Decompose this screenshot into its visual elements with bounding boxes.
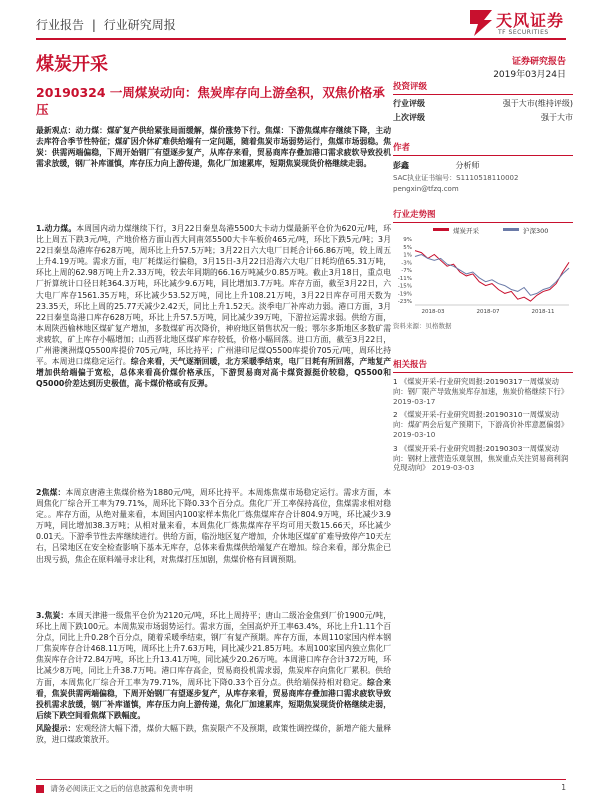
- section3-text: 本周天津港一级焦平仓价为2120元/吨，环比上周持平；唐山二级冶金焦到厂价1900元/吨，环比上周下跌100元。本周焦炭市场弱势运行。需求方面，全国高炉开工率63.4%，环比上升1.11个百分点，同比上升0.28个百分点，随着采暖季结束，钢厂有复产预期。库存方面，本周110家国内样本钢厂焦炭库存合计468.11万吨，周环比上升7.63万吨，同比减少21.85万吨。本周100家国内独立焦化厂焦炭库存合计72.84万吨，环比上升13.41万吨，同比减少20.26万吨。本周港口库存合计372万吨，环比减少8万吨，同比上升38.7万吨。港口库存高企，贸易商投机需求弱，焦炭库存向焦化厂累积。供给方面，本周焦化厂综合开工率为79.71%，周环比下降0.33个百分点。供给端保持相对稳定。: [36, 611, 391, 687]
- legend-label-hs300: 沪深300: [523, 227, 549, 235]
- legend-swatch-coal: [433, 228, 449, 231]
- author-name: 彭鑫: [393, 161, 409, 170]
- y-axis-ticks: [398, 237, 412, 305]
- related-report-item[interactable]: [393, 444, 573, 473]
- industry-rating-label: 行业评级: [393, 99, 425, 108]
- summary-text: 动力煤：煤矿复产供给紧张局面缓解，煤价涨势下行。焦煤：下游焦煤库存继续下降，主动去库符合季节性特征；煤矿因介休矿难供给端有一定问题，随着焦炭市场弱势运行，焦煤市场弱稳。焦炭：供需两端偏稳，下周开始钢厂有望逐步复产，从库存来看，贸易商库存叠加港口需求疲软导致投机需求放缓，钢厂补库谨慎，库存压力向上游传递，焦化厂加速累库，短期焦炭现货价格继续走弱。: [36, 126, 392, 169]
- section1-label: 1.动力煤。: [36, 224, 77, 233]
- y-tick-label: 9%: [403, 237, 412, 243]
- trend-divider: [393, 222, 573, 223]
- footer-logo-icon: [36, 785, 44, 793]
- related-report-date: 2019-03-17: [393, 396, 436, 406]
- related-report-item[interactable]: [393, 377, 573, 406]
- report-date: 2019年03月24日: [493, 70, 566, 80]
- related-reports-list: [393, 377, 573, 473]
- x-tick-label: 2018-07: [476, 309, 500, 315]
- prev-rating-label: 上次评级: [393, 113, 425, 122]
- x-tick-label: 2018-03: [421, 309, 445, 315]
- y-tick-label: -19%: [397, 291, 412, 298]
- footer-divider: [36, 779, 566, 780]
- prev-rating-row: [393, 112, 573, 123]
- related-report-item[interactable]: [393, 410, 573, 439]
- section1-conclusion: 综合来看，天气逐渐回暖，北方采暖季结束，电厂日耗有所回落，产地复产增加供给端偏于宽松，总体来看高价煤价格承压，下游贸易商对高卡煤资源挺价较稳，Q5500和Q5000价差达到历史极值，高卡煤价格或有反弹。: [36, 357, 392, 389]
- legend-swatch-hs300: [503, 228, 519, 231]
- report-type: 行业研究周报: [103, 18, 176, 32]
- logo-mark-icon: [470, 10, 492, 36]
- related-report-text[interactable]: 2 《煤炭开采-行业研究周报:20190310一周煤炭动向：煤矿两会后复产预期下，下游高价补库意愿偏弱》: [393, 410, 569, 430]
- section1-text: 本周国内动力煤继续下行，3月22日秦皇岛港5500大卡动力煤最新平仓价为620元/吨，环比上周五下跌3元/吨，产地价格方面山西大同南郊5500大卡车板价465元/吨，环比下跌5元/吨；3月22日秦皇岛港库存628万吨，周环比上升57.5万吨；3月22日六大电厂日耗合计66.86万吨，较上周五上升4.19万吨。需求方面，电厂耗煤运行偏稳，3月15日-3月22日沿海六大电厂日耗均值65.31万吨，环比上周的62.98万吨上升2.33万吨，较去年同期的66.16万吨减少0.85万吨。截止3月18日，重点电厂折算统计口径日耗364.3万吨，环比减少9.6万吨，同比增加3.7万吨。库存方面，截至3月22日，六大电厂库存1561.35万吨，环比减少53.52万吨，同比上升108.21万吨，3月22日库存可用天数为23.35天，环比上周的25.77天减少2.42天，同比上升1.52天。淡季电厂补库动力弱。港口方面，3月22日秦皇岛港口库存628万吨，环比上升57.5万吨，同比减少39万吨，下游拉运需求弱。供给方面，本周陕西榆林地区煤矿复产增加，多数煤矿再次降价，神府地区销售状况一般；鄂尔多斯地区多数矿需求疲软，矿上库存小幅增加；山西晋北地区煤矿库存较低，价格小幅回落。进口方面，截至3月22日，广州港澳洲煤Q5500库提价705元/吨，环比持平；广州港印尼煤Q5500库提价705元/吨，周环比持平。本周进口煤稳定运行。: [36, 224, 391, 367]
- rating-title: 投资评级: [393, 82, 428, 92]
- summary-block: [36, 125, 391, 169]
- section-coking-coal: [36, 487, 391, 565]
- y-tick-label: -15%: [397, 283, 412, 290]
- page-number: 1: [561, 783, 566, 792]
- author-sac: SAC执业证书编号：S1110518110002: [393, 174, 519, 182]
- logo-text-en: TF SECURITIES: [498, 29, 549, 36]
- risk-text: 宏观经济大幅下滑，煤价大幅下跌，焦炭限产不及预期，政策性调控煤价，新增产能大量释放，进口煤政策放开。: [36, 723, 392, 745]
- section3-conclusion: 综合来看，焦炭供需两端偏稳，下周开始钢厂有望逐步复产，从库存来看，贸易商库存叠加港口需求疲软导致投机需求放缓，钢厂补库谨慎，库存压力向上游传递，焦化厂加速累库，短期焦炭现货价格继续走弱，后续下跌空间看焦煤下跌幅度。: [36, 677, 392, 720]
- series-line-coal: [415, 251, 569, 302]
- section2-label: 2焦煤：: [36, 488, 66, 497]
- related-divider: [393, 372, 573, 373]
- section-thermal-coal: [36, 223, 391, 389]
- rating-divider: [393, 94, 573, 95]
- trend-title: 行业走势图: [393, 210, 436, 220]
- chart-source: 资料来源：贝格数据: [393, 322, 452, 330]
- y-tick-label: -23%: [397, 299, 412, 306]
- related-report-date: 2019-03-03: [431, 463, 475, 473]
- tf-securities-logo: [470, 6, 570, 42]
- y-tick-label: -7%: [401, 268, 412, 275]
- section-coke: [36, 610, 391, 745]
- prev-rating-value: 强于大市: [541, 113, 573, 122]
- y-tick-label: 5%: [403, 244, 412, 251]
- series-line-hs300: [415, 255, 569, 296]
- section3-label: 3.焦炭：: [36, 611, 69, 620]
- summary-label: 最新观点：: [36, 126, 76, 135]
- y-tick-label: -11%: [397, 275, 412, 282]
- author-role: 分析师: [455, 161, 480, 170]
- legend-label-coal: 煤炭开采: [453, 227, 479, 235]
- sidebar: [393, 80, 573, 477]
- report-headline: 20190324 一周煤炭动向：焦炭库存向上游垒积，双焦价格承压: [36, 85, 385, 117]
- industry-rating-value: 强于大市(维持评级): [502, 99, 573, 108]
- header-separator: |: [91, 18, 96, 32]
- author-divider: [393, 155, 573, 156]
- section2-text: 本周京唐港主焦煤价格为1880元/吨，周环比持平。本周炼焦煤市场稳定运行。需求方面，本周焦化厂综合开工率为79.71%，周环比下降0.33个百分点。焦化厂开工率保持高位，焦煤需求相对稳定。。库存方面，从绝对量来看，本周国内100家样本焦化厂炼焦煤库存合计804.9万吨，环比减少3.9万吨，同比增加38.3万吨；从相对量来看，本周焦化厂炼焦煤库存平均可用天数15.66天，环比减少0.01天。下游季节性去库继续进行。供给方面，临汾地区复产增加，介休地区煤矿矿难导致停产10天左右，吕梁地区在安全检查影响下基本无库存，总体来看焦煤供给端复产在增加。综合来看，部分焦企已出现亏损，焦企在原料端寻求让利，对焦煤打压加剧，焦煤价格有回调预期。: [36, 488, 391, 564]
- footer-text: 请务必阅读正文之后的信息披露和免责申明: [50, 784, 193, 793]
- report-category-header: [36, 16, 176, 33]
- x-axis-ticks: [422, 309, 555, 315]
- x-tick-label: 2018-11: [531, 309, 555, 315]
- research-label: 证券研究报告: [511, 57, 566, 67]
- risk-label: 风险提示：: [36, 723, 76, 733]
- report-category: 行业报告: [36, 18, 85, 32]
- related-title: 相关报告: [393, 360, 428, 370]
- logo-text-cn: 天风证券: [496, 11, 565, 30]
- y-tick-label: 1%: [403, 252, 412, 259]
- header-divider: [36, 38, 566, 40]
- author-email[interactable]: pengxin@tfzq.com: [393, 185, 459, 193]
- related-report-date: 2019-03-10: [393, 429, 436, 439]
- footer-disclaimer: [36, 783, 193, 794]
- page-title: 煤炭开采: [36, 54, 108, 75]
- author-title: 作者: [393, 143, 411, 153]
- author-row: [393, 160, 573, 171]
- industry-rating-row: [393, 98, 573, 109]
- industry-trend-chart: [393, 225, 573, 315]
- y-tick-label: -3%: [401, 260, 412, 267]
- related-report-text[interactable]: 3 《煤炭开采-行业研究周报:20190303一周煤炭动向：钢材上涨营造乐观氛围，焦炭重点关注贸易商利润兑现动向》: [393, 443, 569, 473]
- related-report-text[interactable]: 1 《煤炭开采-行业研究周报:20190317一周煤炭动向：钢厂限产导致焦炭库存加速，焦炭价格继续下行》: [393, 377, 569, 396]
